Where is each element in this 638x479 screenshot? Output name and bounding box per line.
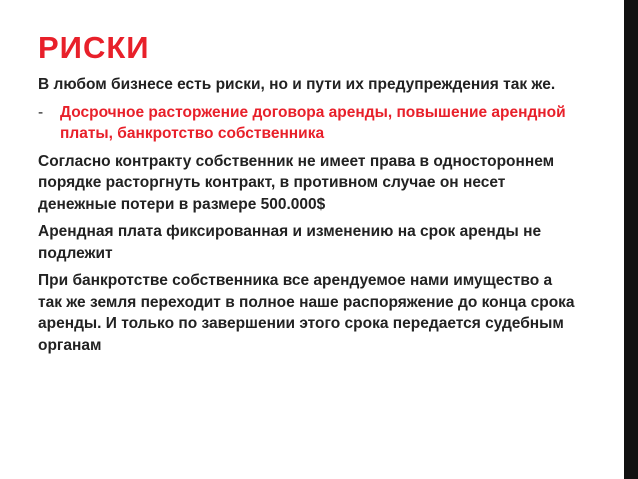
bankruptcy-paragraph: При банкротстве собственника все арендуемое нами имущество а так же земля переходит в полное наше распоряжение до конца срока аренды. И только по завершении этого срока передается судебным органам xyxy=(38,272,575,354)
right-edge-bar xyxy=(624,0,638,479)
slide-title: РИСКИ xyxy=(38,30,150,65)
risk-bullet-text: Досрочное расторжение договора аренды, повышение арендной платы, банкротство собственника xyxy=(60,103,566,142)
bullet-marker: - xyxy=(38,103,44,121)
contract-paragraph: Согласно контракту собственник не имеет права в одностороннем порядке расторгнуть контракт, в противном случае он несет денежные потери в размере 500.000$ xyxy=(38,152,555,213)
slide-content xyxy=(38,74,578,362)
rent-paragraph: Арендная плата фиксированная и изменению на срок аренды не подлежит xyxy=(38,223,542,262)
intro-paragraph: В любом бизнесе есть риски, но и пути их предупреждения так же. xyxy=(38,76,556,93)
risk-bullet xyxy=(38,102,578,145)
